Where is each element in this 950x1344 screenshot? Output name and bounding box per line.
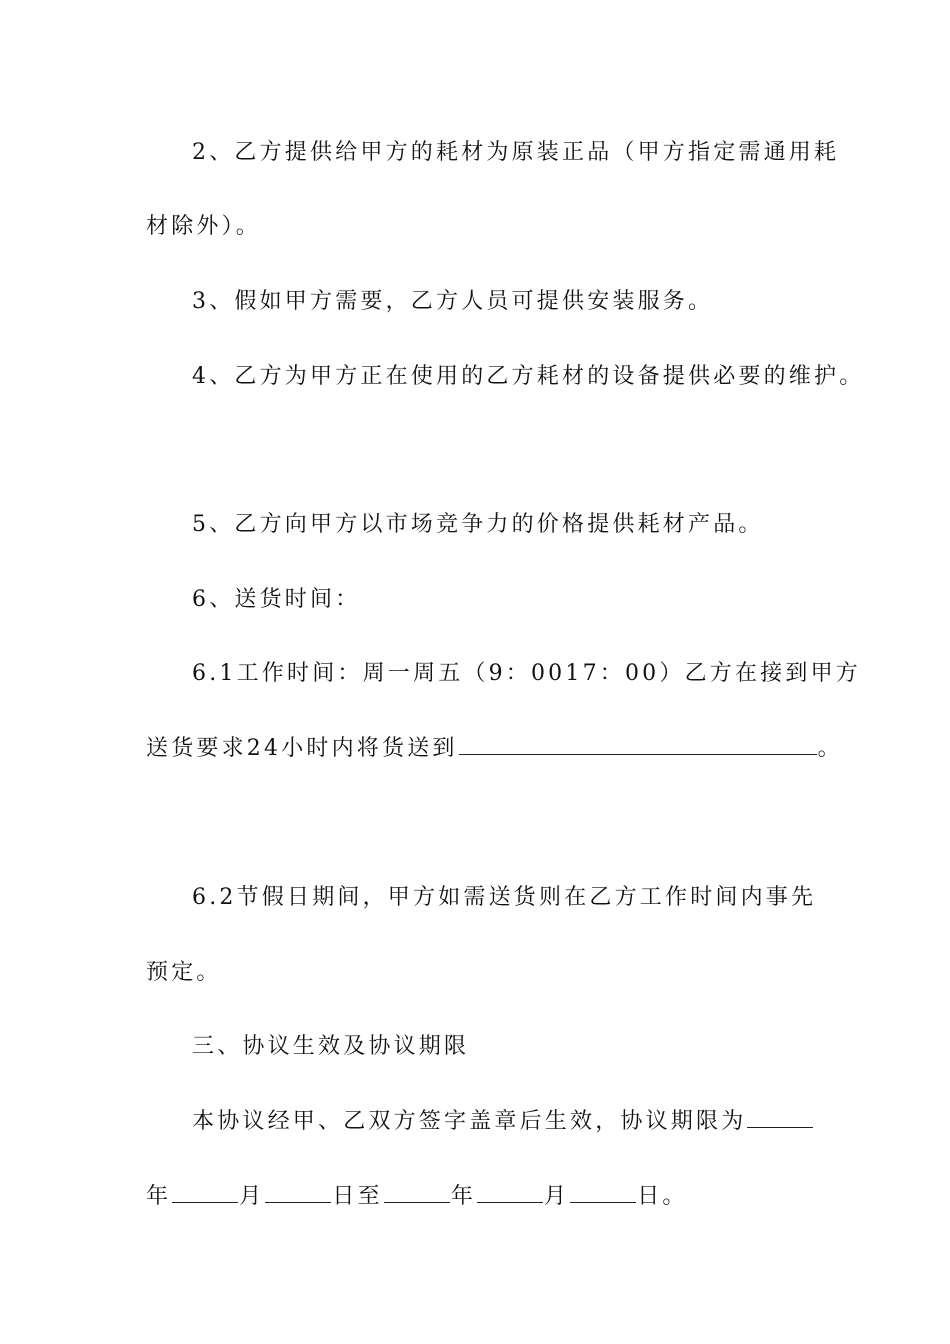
year-label: 年 [146, 1184, 172, 1209]
start-day-blank [265, 1182, 331, 1203]
paragraph-installation-service [192, 287, 816, 317]
paragraph-text: 。 [817, 736, 843, 761]
paragraph-holiday-line1 [192, 883, 816, 913]
month-label: 月 [544, 1184, 570, 1209]
paragraph-consumables-genuine-line2 [146, 212, 816, 242]
paragraph-text: 6.2节假日期间，甲方如需送货则在乙方工作时间内事先 [192, 885, 817, 910]
paragraph-text: 预定。 [146, 960, 222, 985]
paragraph-working-hours-line1 [192, 659, 861, 689]
paragraph-text: 6.1工作时间：周一周五（9：0017：00）乙方在接到甲方 [192, 661, 861, 686]
paragraph-competitive-price [192, 510, 816, 540]
end-day-blank [570, 1182, 636, 1203]
month-label: 月 [239, 1184, 265, 1209]
end-year-blank [384, 1182, 450, 1203]
year-label: 年 [450, 1184, 477, 1209]
paragraph-holiday-line2 [146, 958, 816, 988]
day-to-label: 日至 [332, 1184, 383, 1209]
paragraph-text: 6、送货时间： [192, 587, 361, 612]
paragraph-consumables-genuine-line1 [192, 138, 840, 168]
paragraph-maintenance [192, 362, 865, 392]
paragraph-text: 送货要求24小时内将货送到 [146, 736, 458, 761]
paragraph-delivery-time-heading [192, 585, 816, 615]
paragraph-text: 5、乙方向甲方以市场竞争力的价格提供耗材产品。 [192, 512, 764, 537]
end-month-blank [477, 1182, 543, 1203]
delivery-location-blank [459, 734, 817, 755]
paragraph-text: 本协议经甲、乙双方签字盖章后生效，协议期限为 [192, 1109, 747, 1134]
day-label: 日。 [637, 1184, 688, 1209]
start-month-blank [172, 1182, 238, 1203]
section-heading-text: 三、协议生效及协议期限 [192, 1034, 470, 1059]
paragraph-agreement-term-line1 [192, 1107, 816, 1137]
paragraph-text: 4、乙方为甲方正在使用的乙方耗材的设备提供必要的维护。 [192, 364, 865, 389]
paragraph-working-hours-line2 [146, 734, 843, 764]
paragraph-text: 材除外）。 [146, 214, 262, 239]
section-heading-effect-and-term [192, 1032, 816, 1062]
paragraph-text: 2、乙方提供给甲方的耗材为原装正品（甲方指定需通用耗 [192, 140, 840, 165]
term-years-blank [747, 1107, 813, 1128]
paragraph-agreement-term-line2 [146, 1182, 816, 1212]
paragraph-text: 3、假如甲方需要，乙方人员可提供安装服务。 [192, 289, 714, 314]
